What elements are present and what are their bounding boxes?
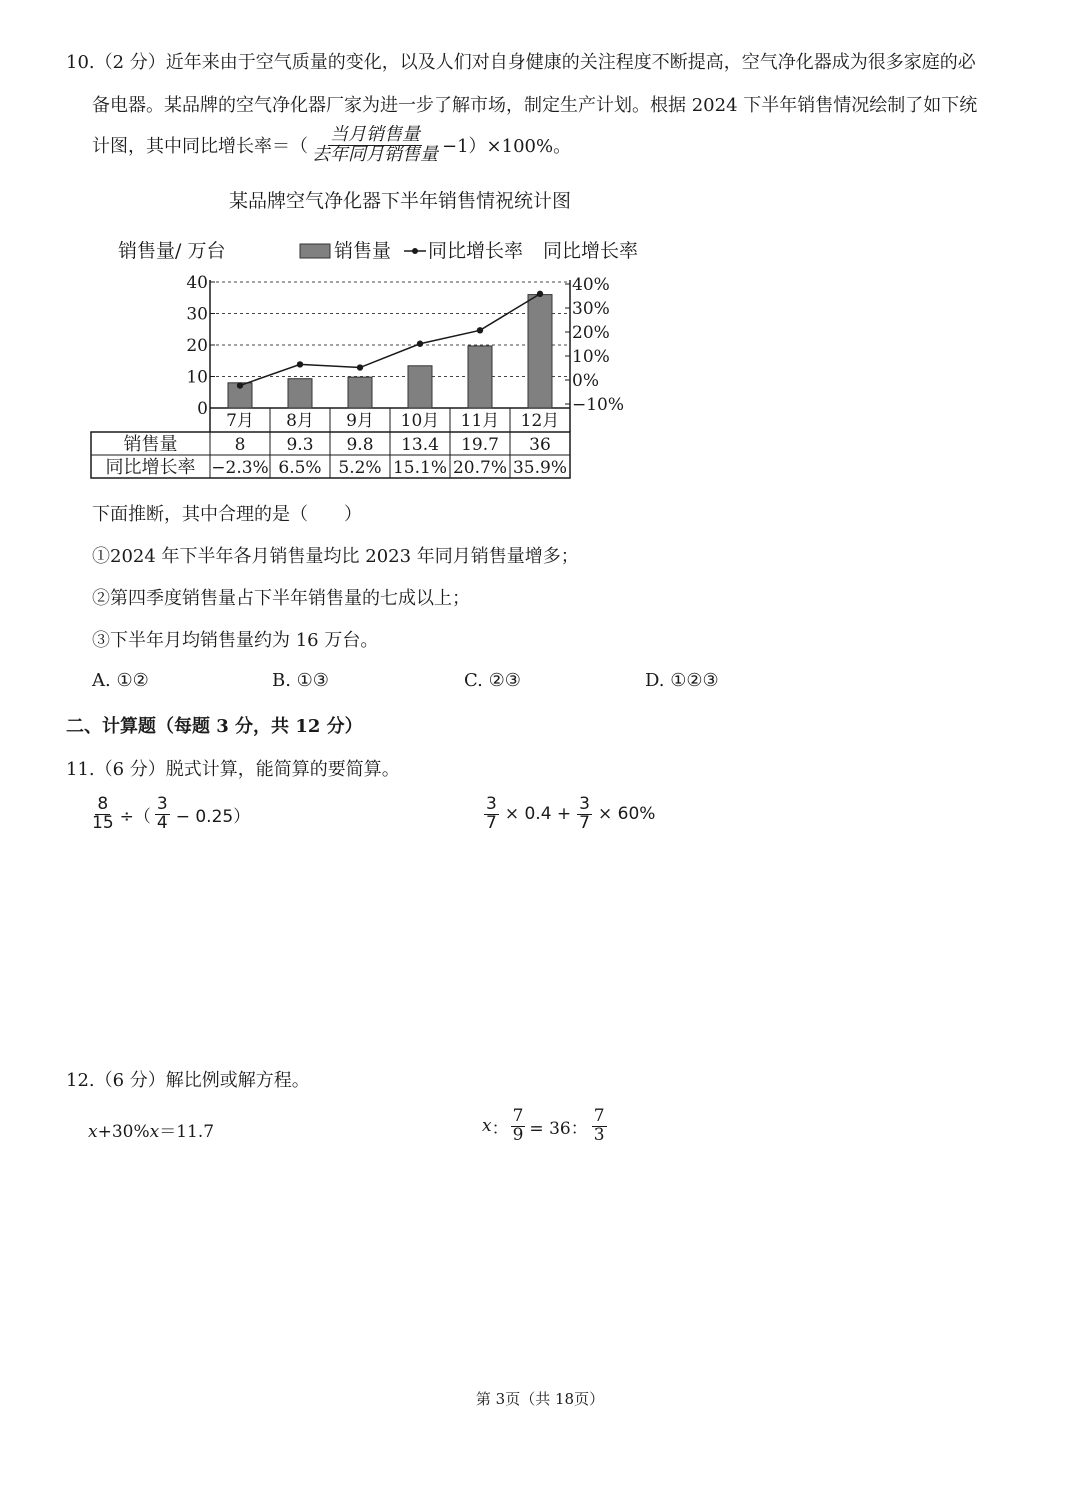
q11-title: 11.（6 分）脱式计算，能简算的要简算。 [66, 759, 400, 780]
y-tick-right: 0% [572, 371, 599, 391]
legend-line-marker [412, 248, 418, 254]
bar-8月 [288, 379, 312, 408]
rate-point-12月 [537, 291, 543, 297]
statement-1: ①2024 年下半年各月销售量均比 2023 年同月销售量增多； [92, 546, 579, 567]
y-tick-left: 30 [186, 304, 208, 325]
formula-denominator: 去年同月销售量 [312, 143, 438, 165]
rate-point-11月 [477, 327, 483, 333]
y-tick-right: −10% [572, 395, 625, 415]
eq1-var2: x [149, 1122, 160, 1142]
eq2-mid: = 36： [529, 1118, 588, 1139]
formula-prefix: 计图，其中同比增长率＝（ [92, 136, 308, 158]
formula-numerator: 当月销售量 [330, 124, 420, 145]
expr2-frac2-den: 7 [579, 812, 590, 833]
formula-fraction [310, 126, 440, 165]
table-cell-rate: 15.1% [392, 458, 448, 478]
expr2-tail: × 60% [598, 804, 656, 825]
eq2-frac1-den: 9 [512, 1124, 524, 1145]
chart-title: 某品牌空气净化器下半年销售情祝统计图 [228, 190, 572, 212]
option-d[interactable]: D. ①②③ [645, 670, 719, 691]
q10-line1: 10.（2 分）近年来由于空气质量的变化，以及人们对自身健康的关注程度不断提高，空气净化器成为很多家庭的必 [66, 52, 976, 73]
eq2-sep: ： [491, 1118, 509, 1139]
y-tick-left: 40 [186, 273, 208, 293]
q11-expr2 [482, 796, 655, 833]
expr1-tail: − 0.25） [175, 806, 251, 827]
chart-ylabel-left: 销售量/ 万台 [118, 240, 226, 262]
expr2-frac1-num: 3 [486, 794, 497, 814]
table-cell-sales: 9.8 [346, 435, 374, 455]
legend-label-rate-2: 同比增长率 [543, 240, 639, 262]
x-tick-label: 7月 [226, 411, 254, 431]
q12-title: 12.（6 分）解比例或解方程。 [66, 1070, 310, 1091]
y-tick-left: 0 [197, 399, 208, 419]
table-cell-rate: 35.9% [512, 458, 568, 478]
legend-label-rate: 同比增长率 [428, 240, 524, 262]
eq2-var: x [482, 1116, 492, 1137]
y-tick-right: 40% [572, 275, 610, 295]
bar-11月 [468, 346, 492, 408]
statement-3: ③下半年月均销售量约为 16 万台。 [92, 630, 379, 651]
table-cell-sales: 8 [234, 435, 246, 455]
eq1-var1: x [88, 1122, 98, 1142]
table-cell-rate: 6.5% [278, 458, 322, 478]
eq2-frac1-num: 7 [512, 1106, 524, 1126]
expr1-frac1-num: 8 [97, 794, 109, 814]
eq2-frac2 [592, 1108, 607, 1145]
rate-point-8月 [297, 361, 303, 367]
rate-point-9月 [357, 364, 363, 370]
formula-suffix: −1）×100%。 [442, 136, 572, 158]
q11-expr1 [88, 796, 250, 833]
section-heading: 二、计算题（每题 3 分，共 12 分） [66, 716, 363, 737]
statement-2: ②第四季度销售量占下半年销售量的七成以上； [92, 588, 470, 609]
expr1-frac1 [90, 796, 116, 833]
expr1-frac1-den: 15 [92, 812, 114, 833]
x-tick-label: 8月 [286, 411, 314, 431]
rate-point-10月 [417, 341, 423, 347]
option-a[interactable]: A. ①② [92, 670, 149, 691]
rate-point-7月 [237, 382, 243, 388]
q12-eq1 [88, 1117, 214, 1142]
expr2-frac2-num: 3 [579, 794, 590, 814]
bar-10月 [408, 366, 432, 408]
eq2-frac2-den: 3 [593, 1124, 605, 1145]
y-tick-right: 20% [572, 323, 610, 343]
eq2-frac1 [511, 1108, 526, 1145]
q12-eq2 [482, 1108, 609, 1145]
expr1-frac2-num: 3 [156, 794, 168, 814]
table-cell-sales: 19.7 [461, 435, 499, 455]
expr1-frac2-den: 4 [156, 812, 168, 833]
eq1-mid: +30% [97, 1122, 150, 1142]
bar-12月 [528, 295, 552, 408]
y-tick-left: 10 [186, 367, 208, 388]
q10-line2: 备电器。某品牌的空气净化器厂家为进一步了解市场，制定生产计划。根据 2024 下半年销售情况绘制了如下统 [92, 95, 978, 116]
expr2-mid: × 0.4 + [504, 804, 572, 825]
q10-question: 下面推断，其中合理的是（ ） [92, 504, 362, 525]
q10-formula [92, 126, 571, 165]
legend-bar-swatch [300, 244, 330, 258]
x-tick-label: 12月 [520, 411, 560, 431]
table-row-label-sales: 销售量 [123, 434, 178, 455]
legend-label-sales: 销售量 [334, 240, 392, 262]
table-cell-sales: 9.3 [286, 435, 314, 455]
expr2-frac2 [577, 796, 592, 833]
table-row-label-rate: 同比增长率 [105, 457, 196, 478]
option-c[interactable]: C. ②③ [464, 670, 521, 691]
table-cell-sales: 36 [529, 435, 551, 455]
eq1-tail: ＝11.7 [159, 1122, 215, 1142]
table-cell-rate: 5.2% [338, 458, 382, 478]
x-tick-label: 11月 [460, 411, 500, 431]
x-tick-label: 9月 [346, 411, 374, 431]
y-tick-right: 30% [572, 299, 610, 319]
x-tick-label: 10月 [400, 411, 440, 431]
y-tick-left: 20 [186, 336, 208, 356]
y-tick-right: 10% [572, 347, 610, 367]
table-cell-rate: 20.7% [452, 458, 508, 478]
expr2-frac1 [484, 796, 499, 833]
expr1-frac2 [155, 796, 170, 833]
table-cell-rate: −2.3% [211, 458, 269, 478]
bar-9月 [348, 377, 372, 408]
eq2-frac2-num: 7 [593, 1106, 605, 1126]
expr2-frac1-den: 7 [486, 812, 497, 833]
table-cell-sales: 13.4 [401, 435, 439, 455]
rate-line [240, 294, 540, 386]
sales-chart [0, 180, 1080, 480]
page-footer: 第 3页（共 18页） [475, 1390, 605, 1408]
expr1-op: ÷（ [119, 806, 151, 827]
option-b[interactable]: B. ①③ [272, 670, 329, 691]
